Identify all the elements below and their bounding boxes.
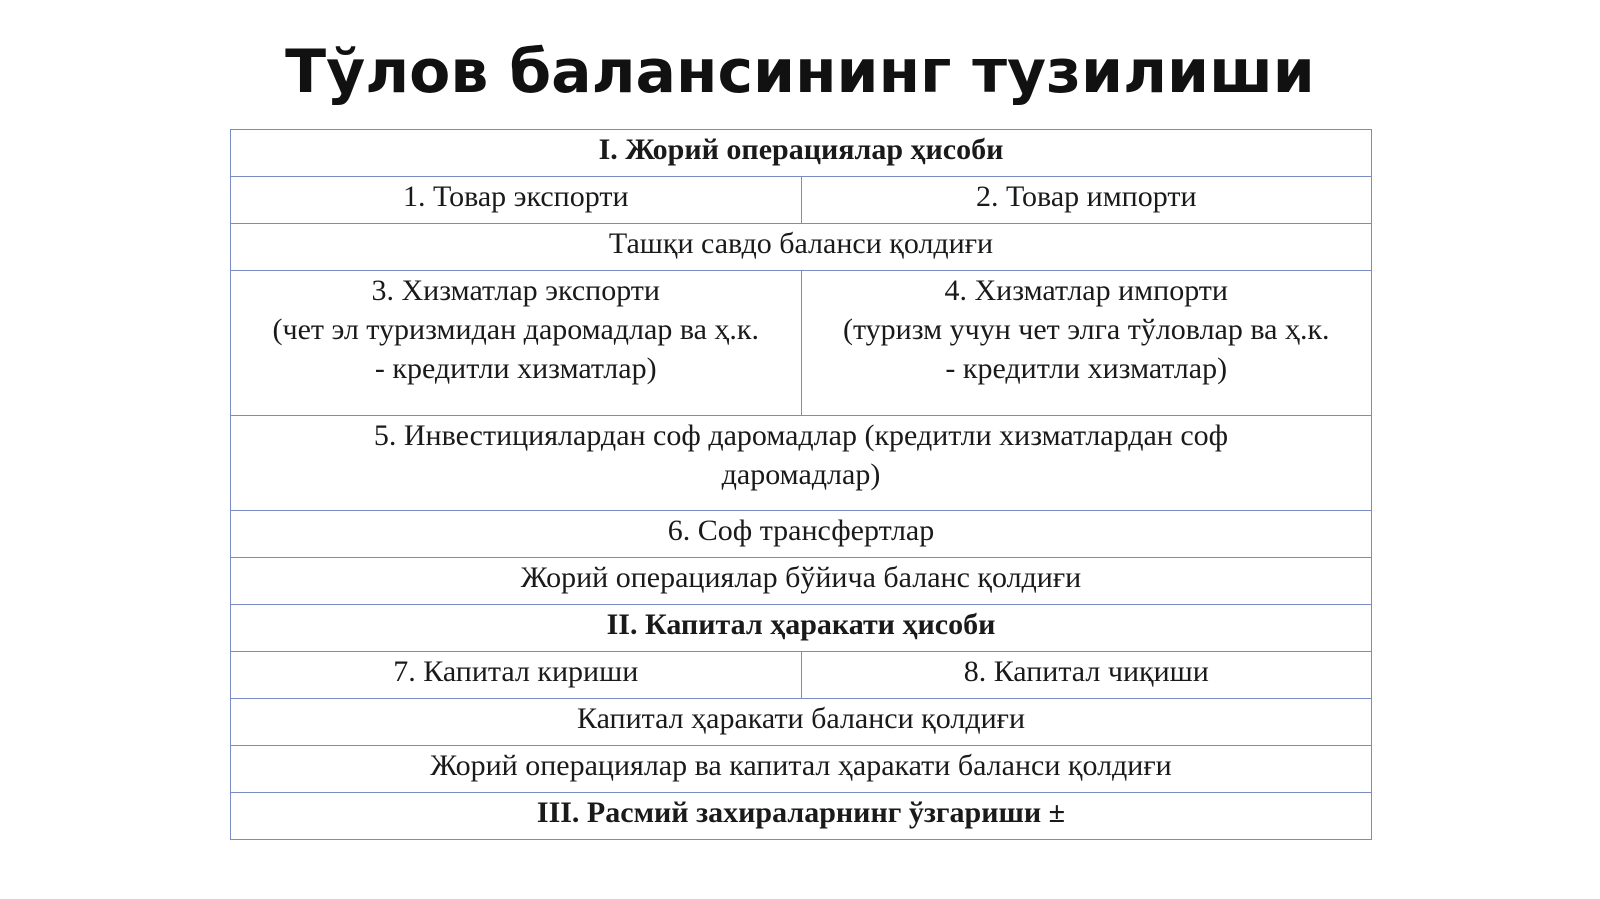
table-row <box>231 416 1372 511</box>
services-import-title: 4. Хизматлар импорти <box>944 274 1228 307</box>
goods-export-cell: 1. Товар экспорти <box>231 177 802 224</box>
section-header-current-account: I. Жорий операциялар ҳисоби <box>231 130 1372 177</box>
page-title: Тўлов балансининг тузилиши <box>285 37 1315 107</box>
goods-import-cell: 2. Товар импорти <box>801 177 1372 224</box>
table-row <box>231 271 1372 416</box>
investment-income-cell <box>231 416 1372 511</box>
services-export-cell <box>231 271 802 416</box>
table-row <box>231 558 1372 605</box>
capital-inflow-cell: 7. Капитал кириши <box>231 652 802 699</box>
table-row <box>231 511 1372 558</box>
investment-income-line2: даромадлар) <box>721 458 881 491</box>
capital-balance-cell: Капитал ҳаракати баланси қолдиғи <box>231 699 1372 746</box>
table-row <box>231 652 1372 699</box>
services-import-note: - кредитли хизматлар) <box>945 352 1228 385</box>
services-export-note: - кредитли хизматлар) <box>374 352 657 385</box>
services-export-detail: (чет эл туризмидан даромадлар ва ҳ.к. <box>272 313 759 346</box>
investment-income-line1: 5. Инвестициялардан соф даромадлар (кредитли хизматлардан соф <box>373 419 1229 452</box>
services-import-detail: (туризм учун чет элга тўловлар ва ҳ.к. <box>842 313 1330 346</box>
trade-balance-cell: Ташқи савдо баланси қолдиғи <box>231 224 1372 271</box>
services-export-title: 3. Хизматлар экспорти <box>371 274 660 307</box>
section-header-capital-account: II. Капитал ҳаракати ҳисоби <box>231 605 1372 652</box>
net-transfers-cell: 6. Соф трансфертлар <box>231 511 1372 558</box>
balance-structure-table <box>230 129 1372 840</box>
services-import-cell <box>801 271 1372 416</box>
table-row <box>231 224 1372 271</box>
table-row <box>231 746 1372 793</box>
table-row <box>231 177 1372 224</box>
table-row <box>231 699 1372 746</box>
capital-outflow-cell: 8. Капитал чиқиши <box>801 652 1372 699</box>
section-header-official-reserves: III. Расмий захираларнинг ўзгариши ± <box>231 793 1372 840</box>
table-row <box>231 605 1372 652</box>
table-row <box>231 793 1372 840</box>
combined-balance-cell: Жорий операциялар ва капитал ҳаракати баланси қолдиғи <box>231 746 1372 793</box>
current-account-balance-cell: Жорий операциялар бўйича баланс қолдиғи <box>231 558 1372 605</box>
table-row <box>231 130 1372 177</box>
